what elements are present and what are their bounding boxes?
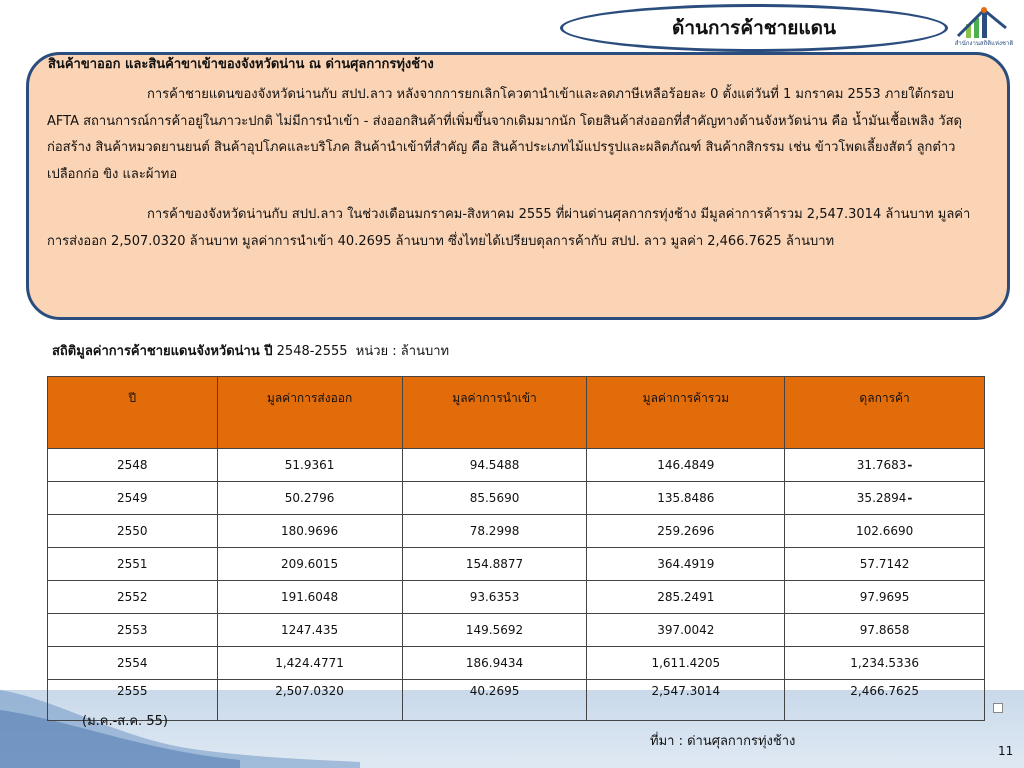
paragraph-2-text: การค้าของจังหวัดน่านกับ สปป.ลาว ในช่วงเดือนมกราคม-สิงหาคม 2555 ที่ผ่านด่านศุลกากรทุ่งช้าง มีมูลค่าการค้ารวม 2,547.3014 ล้านบาท มูลค่าการส่งออก 2,507.0320 ล้านบาท มูลค่าการนำเข้า 40.2695 ล้านบาท ซึ่งไทยได้เปรียบดุลการค้ากับ สปป. ลาว มูลค่า 2,466.7625 ล้านบาท: [47, 207, 971, 249]
cell-import: 149.5692: [402, 614, 587, 647]
header-balance: ดุลการค้า: [785, 377, 985, 449]
table-row: [48, 680, 985, 721]
cell-import: 93.6353: [402, 581, 587, 614]
cell-import: 78.2998: [402, 515, 587, 548]
cell-year: 2553: [48, 614, 218, 647]
header-total: มูลค่าการค้ารวม: [587, 377, 785, 449]
paragraph-1-text: การค้าชายแดนของจังหวัดน่านกับ สปป.ลาว หลังจากการยกเลิกโควตานำเข้าและลดภาษีเหลือร้อยละ 0 ตั้งแต่วันที่ 1 มกราคม 2553 ภายใต้กรอบ AFTA สถานการณ์การค้าอยู่ในภาวะปกติ ไม่มีการนำเข้า - ส่งออกสินค้าที่เพิ่มขึ้นจากเดิมมากนัก โดยสินค้าส่งออกที่สำคัญทางด้านจังหวัดน่าน คือ น้ำมันเชื้อเพลิง วัสดุก่อสร้าง สินค้าหมวดยานยนต์ สินค้าอุปโภคและบริโภค สินค้านำเข้าที่สำคัญ คือ สินค้าประเภทไม้แปรรูปและผลิตภัณฑ์ สินค้ากสิกรรม เช่น ข้าวโพดเลี้ยงสัตว์ ลูกต๋าว เปลือกก่อ ขิง และผ้าทอ: [47, 87, 962, 182]
cell-export: 1247.435: [217, 614, 402, 647]
cell-balance: 102.6690: [785, 515, 985, 548]
cell-export: 1,424.4771: [217, 647, 402, 680]
cell-total: 364.4919: [587, 548, 785, 581]
negative-sign: -: [907, 458, 913, 472]
cell-balance: 1,234.5336: [785, 647, 985, 680]
balance-value: 35.2894: [856, 491, 907, 505]
trade-stats-table: [47, 376, 985, 721]
caption-years: 2548-2555: [276, 344, 348, 359]
source-note: ที่มา : ด่านศุลกากรทุ่งช้าง: [650, 734, 796, 749]
cell-year: 2548: [48, 449, 218, 482]
cell-import: 154.8877: [402, 548, 587, 581]
cell-balance: [785, 449, 985, 482]
cell-total: 285.2491: [587, 581, 785, 614]
caption-title: สถิติมูลค่าการค้าชายแดนจังหวัดน่าน ปี: [52, 344, 273, 359]
cell-import: 186.9434: [402, 647, 587, 680]
cell-balance: 57.7142: [785, 548, 985, 581]
cell-export: 2,507.0320: [217, 680, 402, 721]
header-import: มูลค่าการนำเข้า: [402, 377, 587, 449]
cell-year: 2550: [48, 515, 218, 548]
cell-year: 2552: [48, 581, 218, 614]
cell-export: 51.9361: [217, 449, 402, 482]
caption-unit: หน่วย : ล้านบาท: [355, 344, 450, 359]
table-header-row: [48, 377, 985, 449]
table-row: [48, 647, 985, 680]
cell-balance: 97.8658: [785, 614, 985, 647]
panel-heading: สินค้าขาออก และสินค้าขาเข้าของจังหวัดน่าน ณ ด่านศุลกากรทุ่งช้าง: [48, 57, 434, 72]
cell-balance: 97.9695: [785, 581, 985, 614]
cell-import: 40.2695: [402, 680, 587, 721]
negative-sign: -: [907, 491, 913, 505]
header-export: มูลค่าการส่งออก: [217, 377, 402, 449]
table-caption: [52, 340, 449, 361]
cell-total: 397.0042: [587, 614, 785, 647]
table-row: [48, 449, 985, 482]
header-year: ปี: [48, 377, 218, 449]
table-row: [48, 515, 985, 548]
cell-balance: 2,466.7625: [785, 680, 985, 721]
summary-paragraph-1: [47, 82, 987, 188]
cell-year: 2555: [48, 680, 218, 721]
period-note: (ม.ค.-ส.ค. 55): [82, 714, 168, 729]
cell-total: 146.4849: [587, 449, 785, 482]
cell-export: 209.6015: [217, 548, 402, 581]
cell-total: 2,547.3014: [587, 680, 785, 721]
cell-total: 259.2696: [587, 515, 785, 548]
table-row: [48, 581, 985, 614]
cell-total: 1,611.4205: [587, 647, 785, 680]
cell-balance: [785, 482, 985, 515]
table-row: [48, 482, 985, 515]
cell-export: 191.6048: [217, 581, 402, 614]
cell-import: 94.5488: [402, 449, 587, 482]
cell-total: 135.8486: [587, 482, 785, 515]
summary-paragraph-2: [47, 202, 987, 255]
slide-title: ด้านการค้าชายแดน: [560, 4, 948, 52]
cell-year: 2551: [48, 548, 218, 581]
cell-export: 180.9696: [217, 515, 402, 548]
cell-export: 50.2796: [217, 482, 402, 515]
corner-box-icon: [993, 703, 1003, 713]
cell-import: 85.5690: [402, 482, 587, 515]
cell-year: 2549: [48, 482, 218, 515]
table-row: [48, 548, 985, 581]
page-number: 11: [998, 744, 1014, 758]
table-row: [48, 614, 985, 647]
agency-logo-text: สำนักงานสถิติแห่งชาติ: [954, 40, 1014, 47]
cell-year: 2554: [48, 647, 218, 680]
balance-value: 31.7683: [856, 458, 907, 472]
